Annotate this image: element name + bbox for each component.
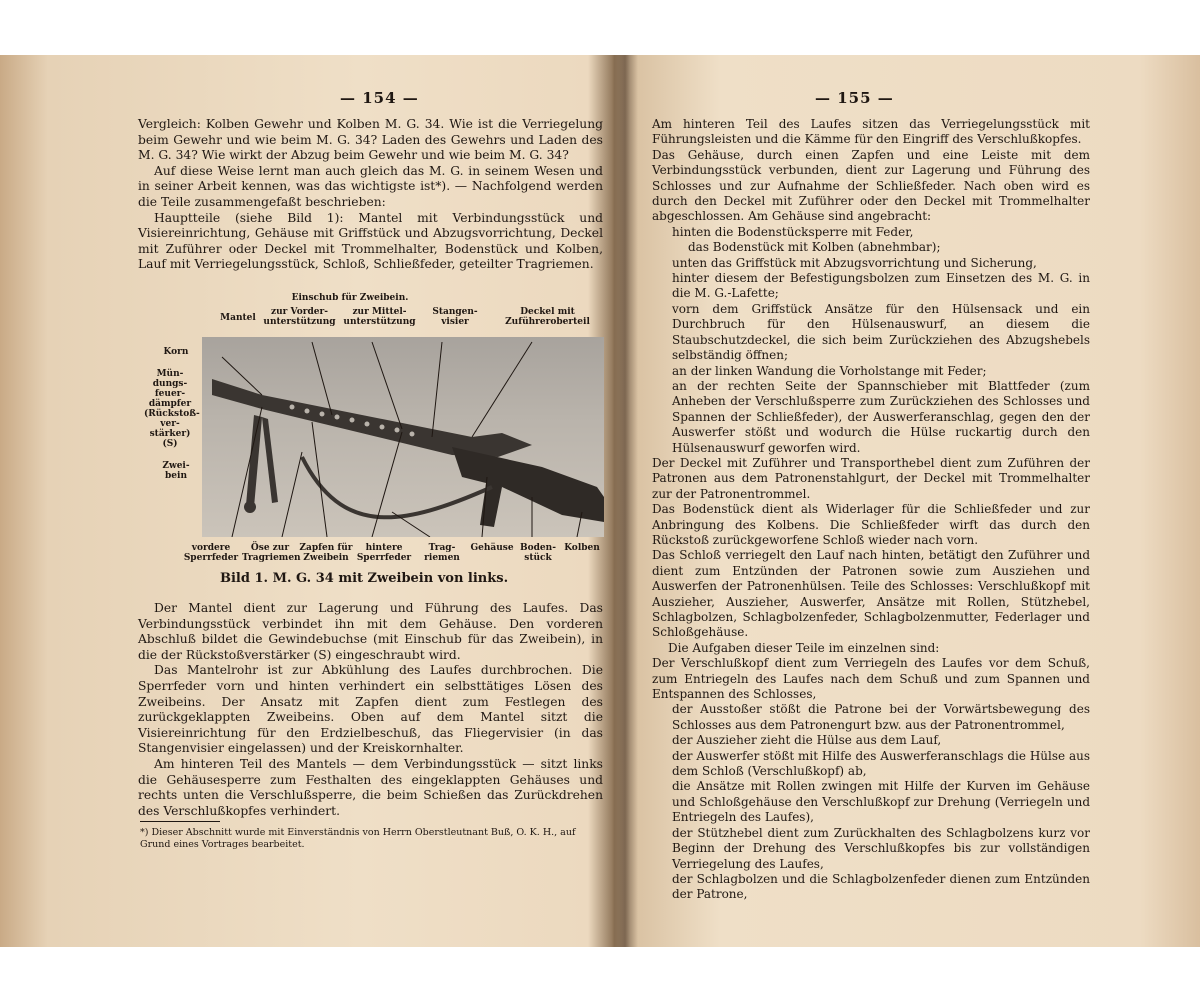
list-item: der Auszieher zieht die Hülse aus dem Lauf,: [672, 733, 942, 748]
figure-label: Boden-stück: [520, 543, 556, 563]
list-item: der Schlagbolzen und die Schlagbolzenfeder dienen zum Entzünden der Patrone,: [672, 871, 1090, 902]
figure-label: Stangen-visier: [432, 307, 478, 327]
paragraph: Hauptteile (siehe Bild 1): Mantel mit Verbindungsstück und Visiereinrichtung, Gehäuse mit Griffstück und Abzugsvorrichtung, Deckel mit Zuführer oder Deckel mit Trommelhalter, Bodenstück und Kolben, Lauf mit Verriegelungsstück, Schloß, Schließfeder, geteilter Tragriemen.: [138, 210, 603, 272]
figure-label: vordere Sperrfeder: [183, 543, 239, 563]
right-body-text: [652, 117, 1090, 903]
list-item: der Stützhebel dient zum Zurückhalten des Schlagbolzens kurz vor Beginn der Drehung des Verschlußkopfes bis zur vollständigen Verriegelung des Laufes,: [672, 825, 1090, 871]
figure-label: Deckel mit Zuführeroberteil: [505, 307, 590, 327]
list-item: unten das Griffstück mit Abzugsvorrichtung und Sicherung,: [672, 255, 1037, 270]
list-item: hinten die Bodenstücksperre mit Feder,: [672, 224, 914, 239]
figure-label: Kolben: [564, 543, 600, 553]
figure-label: Trag-riemen: [424, 543, 460, 563]
open-book: [0, 55, 1200, 947]
left-page: [100, 55, 610, 947]
list-item: an der rechten Seite der Spannschieber mit Blattfeder (zum Anheben der Verschlußsperre zum Zurückziehen des Schlosses und Spannen der Schließfeder), der Auswerferanschlag, gegen den der Auswerfer stößt und wodurch die Hülse ruckartig durch den Hülsenauswurf geworfen wird.: [672, 378, 1090, 455]
left-body-text: [138, 601, 603, 819]
paragraph: Der Verschlußkopf dient zum Verriegeln des Laufes vor dem Schuß, zum Entriegeln des Laufes nach dem Schuß und zum Spannen und Entspannen des Schlosses,: [652, 656, 1090, 702]
paragraph: Vergleich: Kolben Gewehr und Kolben M. G. 34. Wie ist die Verriegelung beim Gewehr und wie beim M. G. 34? Laden des Gewehrs und Laden des M. G. 34? Wie wirkt der Abzug beim Gewehr und wie beim M. G. 34?: [138, 117, 603, 163]
paragraph: Das Bodenstück dient als Widerlager für die Schließfeder und zur Anbringung des Kolbens. Die Schließfeder wirft das durch den Rückstoß zurückgeworfene Schloß wieder nach vorn.: [652, 502, 1090, 547]
machine-gun-photo: [202, 337, 604, 537]
figure-label: Einschub für Zweibein.: [291, 293, 409, 303]
paragraph: Das Schloß verriegelt den Lauf nach hinten, betätigt den Zuführer und dient zum Entzünden der Patronen sowie zum Ausziehen und Auswerfen der Patronenhülsen. Teile des Schlosses: Verschlußkopf mit Auszieher, Auszieher, Auswerfer, Ansätze mit Rollen, Stützhebel, Schlagbolzen, Schlagbolzenfeder, Schlagbolzenmutter, Federlager und Schloßgehäuse.: [652, 548, 1090, 640]
paragraph: Auf diese Weise lernt man auch gleich das M. G. in seinem Wesen und in seiner Arbeit kennen, was das wichtigste ist*). — Nachfolgend werden die Teile zusammengefaßt beschrieben:: [138, 163, 603, 209]
page-number-right: — 155 —: [815, 89, 894, 107]
figure-label: Korn: [163, 347, 189, 357]
list-item: der Auswerfer stößt mit Hilfe des Auswerferanschlags die Hülse aus dem Schloß (Verschlußkopf) ab,: [672, 748, 1090, 779]
list-item: der Ausstoßer stößt die Patrone bei der Vorwärtsbewegung des Schlosses aus dem Patronengurt bzw. aus der Patronentrommel,: [672, 702, 1090, 732]
figure-label: Öse zur Tragriemen: [242, 543, 301, 563]
figure-label: Gehäuse: [470, 543, 514, 553]
page-number-left: — 154 —: [340, 89, 419, 107]
list-item: hinter diesem der Befestigungsbolzen zum Einsetzen des M. G. in die M. G.-Lafette;: [672, 271, 1090, 301]
footnote: *) Dieser Abschnitt wurde mit Einverständnis von Herrn Oberstleutnant Buß, O. K. H., auf Grund eines Vortrages bearbeitet.: [140, 827, 576, 850]
paragraph: Die Aufgaben dieser Teile im einzelnen sind:: [668, 640, 940, 655]
paragraph: Am hinteren Teil des Mantels — dem Verbindungsstück — sitzt links die Gehäusesperre zum Festhalten des eingeklappten Gehäuses und rechts unten die Verschlußsperre, die beim Schießen das Zurückdrehen des Verschlußkopfes verhindert.: [138, 756, 603, 818]
book-gutter: [612, 55, 638, 947]
paragraph: Der Mantel dient zur Lagerung und Führung des Laufes. Das Verbindungsstück verbindet ihn mit dem Gehäuse. Den vorderen Abschluß bildet die Gewindebuchse (mit Einschub für das Zweibein), in die der Rückstoßverstärker (S) eingeschraubt wird.: [138, 601, 603, 662]
right-page: [640, 55, 1095, 947]
paragraph: Am hinteren Teil des Laufes sitzen das Verriegelungsstück mit Führungsleisten und die Kämme für den Eingriff des Verschlußkopfes.: [652, 117, 1090, 147]
figure-caption: Bild 1. M. G. 34 mit Zweibein von links.: [220, 571, 509, 586]
paragraph: Das Mantelrohr ist zur Abkühlung des Laufes durchbrochen. Die Sperrfeder vorn und hinten verhindert ein selbsttätiges Lösen des Zweibeins. Der Ansatz mit Zapfen dient zum Festlegen des zurückgeklappten Zweibeins. Oben auf dem Mantel sitzt die Visiereinrichtung für den Erdzielbeschuß, das Fliegervisier (in das Stangenvisier eingelassen) und der Kreiskornhalter.: [138, 663, 603, 756]
figure-label: Mün-dungs-feuer-dämpfer (Rückstoß-ver-stärker) (S): [144, 369, 200, 449]
figure-label: zur Mittel-unterstützung: [343, 307, 416, 327]
figure-label: Mantel: [220, 313, 256, 323]
left-intro-text: [138, 117, 603, 273]
figure-label: Zapfen für Zweibein: [299, 543, 353, 563]
figure-label: zur Vorder-unterstützung: [263, 307, 336, 327]
list-item: an der linken Wandung die Vorholstange mit Feder;: [672, 363, 987, 378]
machine-gun-illustration: [202, 337, 604, 537]
list-item: das Bodenstück mit Kolben (abnehmbar);: [688, 240, 941, 255]
paragraph: Das Gehäuse, durch einen Zapfen und eine Leiste mit dem Verbindungsstück verbunden, dient zur Lagerung und Führung des Schlosses und zur Aufnahme der Schließfeder. Nach oben wird es durch den Deckel mit Zuführer oder den Deckel mit Trommelhalter abgeschlossen. Am Gehäuse sind angebracht:: [652, 147, 1090, 224]
figure-label: Zwei-bein: [162, 461, 190, 481]
figure-label: hintere Sperrfeder: [356, 543, 412, 563]
list-item: vorn dem Griffstück Ansätze für den Hülsensack und ein Durchbruch für den Hülsenauswurf, an diesem die Staubschutzdeckel, die sich beim Zurückziehen des Abzugshebels selbständig öffnen;: [672, 301, 1090, 363]
paragraph: Der Deckel mit Zuführer und Transporthebel dient zum Zuführen der Patronen aus dem Patronenstahlgurt, der Deckel mit Trommelhalter zur der Patronentrommel.: [652, 455, 1090, 501]
footnote-rule: [140, 821, 220, 822]
list-item: die Ansätze mit Rollen zwingen mit Hilfe der Kurven im Gehäuse und Schloßgehäuse den Verschlußkopf zur Drehung (Verriegeln und Entriegeln des Laufes),: [672, 779, 1090, 825]
